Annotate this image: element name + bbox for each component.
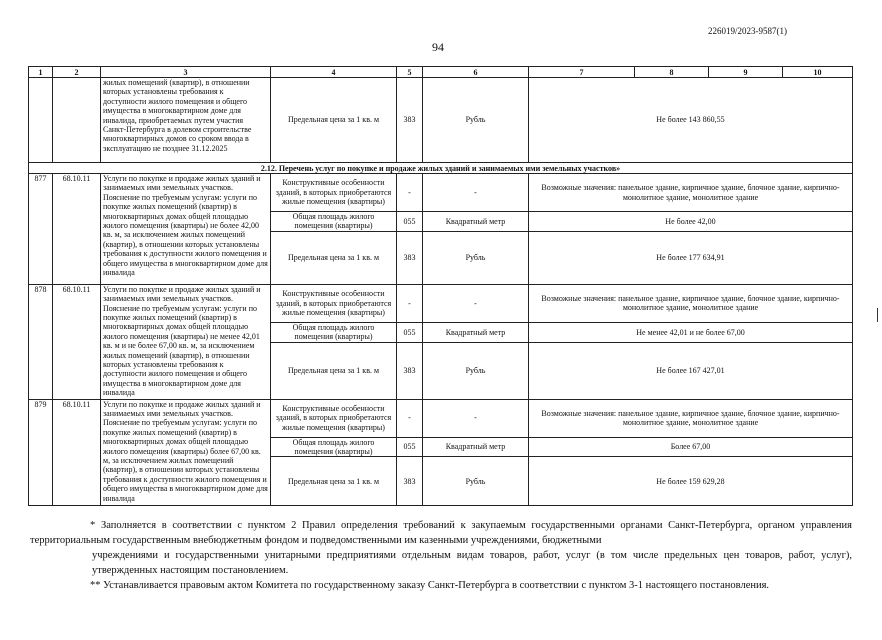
okpd-code: 68.10.11 <box>53 284 101 399</box>
characteristic-value: Не менее 42,01 и не более 67,00 <box>529 322 853 342</box>
characteristic-name: Конструктивные особенности зданий, в которых приобретаются жилые помещения (квартиры) <box>271 284 397 322</box>
service-description: Услуги по покупке и продаже жилых зданий и занимаемых ими земельных участков. Пояснение по требуемым услугам: услуги по покупке жилых помещений (квартир) в многоквартирных домах общей площадью жилого помещения (квартиры) не менее 42,01 кв. м и не более 67,00 кв. м, за исключением жилых помещений (квартир), в отношении которых установлены требования к доступности жилого помещения и общего имущества в многоквартирном доме для инвалида <box>101 284 271 399</box>
row-number: 877 <box>29 174 53 285</box>
characteristic-name: Предельная цена за 1 кв. м <box>271 231 397 284</box>
unit-code: 055 <box>397 322 423 342</box>
column-header: 8 <box>635 67 709 78</box>
unit-code: 383 <box>397 457 423 506</box>
unit-code: 055 <box>397 212 423 232</box>
unit-code: 383 <box>397 78 423 163</box>
unit-code: 383 <box>397 231 423 284</box>
footnote-1: * Заполняется в соответствии с пунктом 2 Правил определения требований к закупаемым государственными органами Санкт-Петербурга, органом управления территориальным государственным внебюджетным фондом и подведомственными им казенными учреждениями, бюджетными <box>30 520 852 546</box>
unit-name: Квадратный метр <box>423 437 529 457</box>
unit-name: Рубль <box>423 342 529 399</box>
characteristic-name: Предельная цена за 1 кв. м <box>271 342 397 399</box>
characteristic-name: Предельная цена за 1 кв. м <box>271 457 397 506</box>
table-row <box>29 78 853 163</box>
column-header: 7 <box>529 67 635 78</box>
characteristic-value: Не более 42,00 <box>529 212 853 232</box>
unit-name: - <box>423 284 529 322</box>
table-row <box>29 284 853 322</box>
column-header: 5 <box>397 67 423 78</box>
unit-name: Рубль <box>423 231 529 284</box>
service-description: Услуги по покупке и продаже жилых зданий и занимаемых ими земельных участков. Пояснение по требуемым услугам: услуги по покупке жилых помещений (квартир) в многоквартирных домах общей площадью жилого помещения (квартиры) более 67,00 кв. м, за исключением жилых помещений (квартир), в отношении которых установлены требования к доступности жилого помещения и общего имущества в многоквартирном доме для инвалида <box>101 399 271 506</box>
table-header-row <box>29 67 853 78</box>
unit-code: - <box>397 284 423 322</box>
unit-code: - <box>397 174 423 212</box>
table-row <box>29 399 853 437</box>
characteristic-value: Не более 177 634,91 <box>529 231 853 284</box>
service-description: жилых помещений (квартир), в отношении которых установлены требования к доступности жилого помещения и общего имущества в многоквартирном доме для инвалида, приобретаемых путем участия Санкт-Петербурга в долевом строительстве многоквартирных домов со сроком ввода в эксплуатацию не позднее 31.12.2025 <box>101 78 271 163</box>
page-number: 94 <box>432 40 444 54</box>
characteristic-name: Конструктивные особенности зданий, в которых приобретаются жилые помещения (квартиры) <box>271 399 397 437</box>
characteristic-name: Общая площадь жилого помещения (квартиры) <box>271 322 397 342</box>
column-header: 10 <box>783 67 853 78</box>
characteristic-name: Конструктивные особенности зданий, в которых приобретаются жилые помещения (квартиры) <box>271 174 397 212</box>
column-header: 2 <box>53 67 101 78</box>
unit-name: Рубль <box>423 78 529 163</box>
column-header: 9 <box>709 67 783 78</box>
unit-code: 383 <box>397 342 423 399</box>
characteristic-value: Возможные значения: панельное здание, кирпичное здание, блочное здание, кирпично-монолитное здание, монолитное здание <box>529 174 853 212</box>
table-row <box>29 174 853 212</box>
scan-edge-mark <box>877 308 878 322</box>
unit-code: - <box>397 399 423 437</box>
column-header: 4 <box>271 67 397 78</box>
requirements-table <box>28 66 853 506</box>
column-header: 1 <box>29 67 53 78</box>
unit-name: Рубль <box>423 457 529 506</box>
okpd-code: 68.10.11 <box>53 399 101 506</box>
unit-name: - <box>423 174 529 212</box>
section-title-row <box>29 163 853 174</box>
document-id: 226019/2023-9587(1) <box>708 26 787 36</box>
row-number: 879 <box>29 399 53 506</box>
unit-name: Квадратный метр <box>423 212 529 232</box>
unit-name: Квадратный метр <box>423 322 529 342</box>
characteristic-value: Не более 159 629,28 <box>529 457 853 506</box>
characteristic-value: Возможные значения: панельное здание, кирпичное здание, блочное здание, кирпично-монолитное здание, монолитное здание <box>529 399 853 437</box>
footnotes <box>30 518 852 593</box>
footnote-1-continuation: учреждениями и государственными унитарными предприятиями отдельным видам товаров, работ, услуг (в том числе предельных цен товаров, работ, услуг), утвержденных настоящим постановлением. <box>92 550 852 576</box>
section-title: 2.12. Перечень услуг по покупке и продаже жилых зданий и занимаемых ими земельных участков» <box>29 163 853 174</box>
okpd-code: 68.10.11 <box>53 174 101 285</box>
characteristic-name: Предельная цена за 1 кв. м <box>271 78 397 163</box>
characteristic-value: Возможные значения: панельное здание, кирпичное здание, блочное здание, кирпично-монолитное здание, монолитное здание <box>529 284 853 322</box>
row-number: 878 <box>29 284 53 399</box>
characteristic-value: Не более 167 427,01 <box>529 342 853 399</box>
column-header: 3 <box>101 67 271 78</box>
characteristic-name: Общая площадь жилого помещения (квартиры) <box>271 212 397 232</box>
column-header: 6 <box>423 67 529 78</box>
unit-code: 055 <box>397 437 423 457</box>
characteristic-value: Не более 143 860,55 <box>529 78 853 163</box>
footnote-2: ** Устанавливается правовым актом Комитета по государственному заказу Санкт-Петербурга в соответствии с пунктом 3-1 настоящего постановления. <box>90 580 770 591</box>
characteristic-value: Более 67,00 <box>529 437 853 457</box>
characteristic-name: Общая площадь жилого помещения (квартиры) <box>271 437 397 457</box>
unit-name: - <box>423 399 529 437</box>
service-description: Услуги по покупке и продаже жилых зданий и занимаемых ими земельных участков. Пояснение по требуемым услугам: услуги по покупке жилых помещений (квартир) в многоквартирных домах общей площадью жилого помещения (квартиры) не более 42,00 кв. м, за исключением жилых помещений (квартир), в отношении которых установлены требования к доступности жилого помещения и общего имущества в многоквартирном доме для инвалида <box>101 174 271 285</box>
